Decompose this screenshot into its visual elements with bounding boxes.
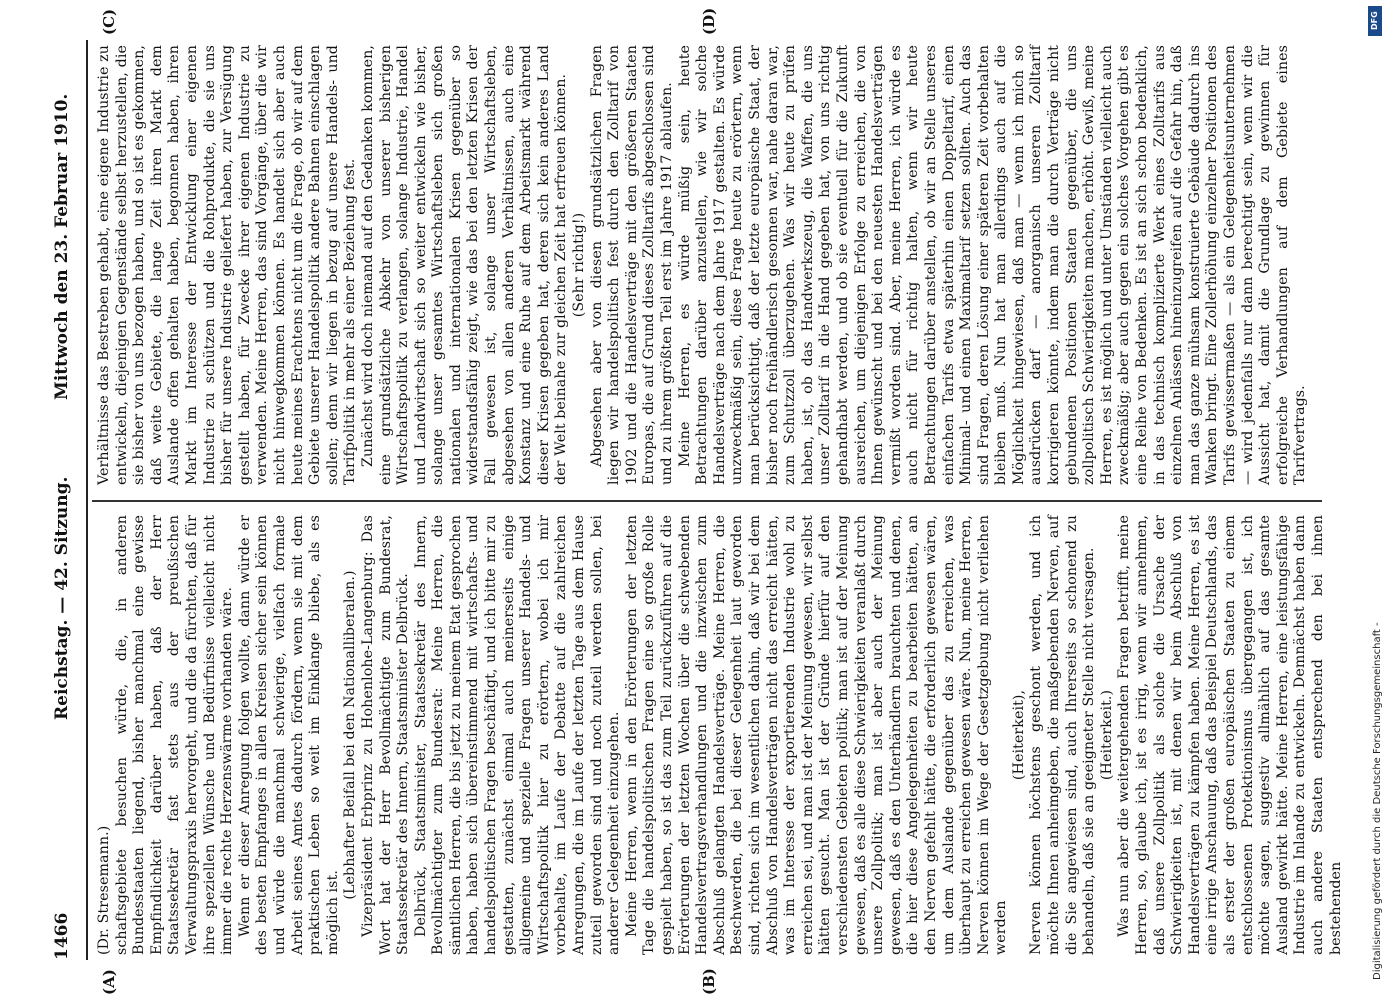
paragraph: (Lebhafter Beifall bei den Nationalliberalen.) [342,570,359,900]
paragraph: Nerven können höchstens geschont werden, und ich möchte Ihnen anheimgeben, die maßgebenden Nerven, auf die Sie angewiesen sind, auch Ihrerseits so schonend zu behandeln, daß sie an geeigneter Stelle nicht versagen. [1028,515,1098,955]
margin-marker-c: (C) [100,8,118,35]
paragraph: (Dr. Stresemann.) [96,825,112,955]
paragraph: Zunächst wird doch niemand auf den Gedanken kommen, eine grundsätzliche Abkehr von unserer bisherigen Wirtschaftspolitik zu verlangen, solange Industrie, Handel und Landwirtschaft sich so weiter entwickeln wie bisher, solange unser gesamtes Wirtschaftsleben sich großen nationalen und internationalen Krisen gegenüber so widerstandsfähig zeigt, wie das bei den letzten Krisen der Fall gewesen ist, solange unser Wirtschaftsleben, abgesehen von allen anderen Verhältnissen, auch eine Konstanz und eine Ruhe auf dem Arbeitsmarkt während dieser Krisen gegeben hat, deren sich kein anderes Land der Welt beinahe zur gleichen Zeit hat erfreuen können. [359,45,570,485]
page-number: 1466 [52,912,72,960]
margin-marker-d: (D) [700,7,718,35]
paragraph: Abgesehen aber von diesen grundsätzlichen Fragen liegen wir handelspolitisch fest durch den Zolltarif von 1902 und die Handelsverträge mit den größeren Staaten Europas, die auf Grund dieses Zolltarifs abgeschlossen sind und zu ihrem größten Teil erst im Jahre 1917 ablaufen. [588,45,675,485]
paragraph: Vizepräsident Erbprinz zu Hohenlohe-Langenburg: Das Wort hat der Herr Bevollmächtigte zum Bundesrat, Staatssekretär des Innern, Staatsminister Delbrück. [359,515,412,955]
page-header [50,30,80,960]
paragraph: (Heiterkeit.) [1098,689,1115,781]
paragraph: Was nun aber die weitergehenden Fragen betrifft, meine Herren, so, glaube ich, ist es irrig, wenn wir annehmen, daß unsere Zollpolitik als solche die Ursache der Schwierigkeiten ist, mit denen wir beim Abschluß von Handelsverträgen zu kämpfen haben. Meine Herren, es ist eine irrige Anschauung, daß das Beispiel Deutschlands, das als erster der großen europäischen Staaten zu einem entschlossenen Protektionismus übergegangen ist, ich möchte sagen, suggestiv allmählich auf das gesamte Ausland gewirkt hätte. Meine Herren, eine leistungsfähige Industrie im Inlande zu entwickeln. Demnächst haben dann auch andere Staaten entsprechend den bei ihnen bestehenden [1116,515,1344,955]
margin-marker-a: (A) [100,969,118,995]
header-rule [86,40,88,960]
header-date: Mittwoch den 23. Februar 1910. [52,93,72,400]
paragraph: schaftsgebiete besuchen würde, die, in anderen Bundesstaaten liegend, bisher manchmal eine gewisse Empfindlichkeit darüber haben, daß der Herr Staatssekretär fast stets aus der preußischen Verwaltungspraxis hervorgeht, und die da fürchten, daß für ihre speziellen Wünsche und Bedürfnisse vielleicht nicht immer die rechte Herzenswärme vorhanden wäre. [113,515,236,955]
dfg-logo: DFG [1368,6,1382,36]
paragraph: Delbrück, Staatsminister, Staatssekretär des Innern, Bevollmächtigter zum Bundesrat: Meine Herren, die sämtlichen Herren, die bis jetzt zu meinem Etat gesprochen haben, haben sich übereinstimmend mit wirtschafts- und handelspolitischen Fragen beschäftigt, und ich bitte mir zu gestatten, zunächst einmal auch meinerseits einige allgemeine und spezielle Fragen unserer Handels- und Wirtschaftspolitik hier zu erörtern, wobei ich mir vorbehalte, im Laufe der Debatte auf die zahlreichen Anregungen, die im Laufe der letzten Tage aus dem Hause zuteil geworden sind und noch zuteil werden sollen, bei anderer Gelegenheit einzugehen. [412,515,623,955]
margin-marker-b: (B) [700,968,718,995]
left-column [96,515,1344,955]
digitization-note-text: Digitalisierung gefördert durch die Deutsche Forschungsgemeinschaft - [1372,622,1383,980]
paragraph: Verhältnisse das Bestreben gehabt, eine eigene Industrie zu entwickeln, diejenigen Gegenstände selbst herzustellen, die sie bisher von uns bezogen haben, und so ist es gekommen, daß weite Gebiete, die lange Zeit ihren Markt dem Auslande offen gehalten haben, begonnen haben, ihren Markt im Interesse der Entwicklung einer eigenen Industrie zu schützen und die Rohprodukte, die sie uns bisher für unsere Industrie geliefert haben, zur Versügung gestellt haben, für Zwecke ihrer eigenen Industrie zu verwenden. Meine Herren, das sind Vorgänge, über die wir nicht hinwegkommen können. Es handelt sich aber auch heute meines Erachtens nicht um die Frage, ob wir auf dem Gebiete unserer Handelspolitik andere Bahnen einschlagen sollen; denn wir liegen in bezug auf unsere Handels- und Tarifpolitik in mehr als einer Beziehung fest. [96,45,359,485]
column-rule [92,500,1322,502]
paragraph: (Sehr richtig!) [571,212,588,318]
paragraph: Meine Herren, es würde müßig sein, heute Betrachtungen darüber anzustellen, wie wir solche Handelsverträge nach dem Jahre 1917 gestalten. Es würde unzweckmäßig sein, diese Frage heute zu erörtern, wenn man berücksichtigt, daß der letzte europäische Staat, der bisher noch freihändlerisch gesonnen war, nahe daran war, zum Schutzzoll überzugehen. Was wir heute zu prüfen haben, ist, ob das Handwerkszeug, die Waffen, die uns unser Zolltarif in die Hand gegeben hat, von uns richtig gehandhabt werden, und ob sie eventuell für die Zukunft ausreichen, um diejenigen Erfolge zu erreichen, die von Ihnen gewünscht und bei den neuesten Handelsverträgen vermißt worden sind. Aber, meine Herren, ich würde es auch nicht für richtig halten, wenn wir heute Betrachtungen darüber anstellen, ob wir an Stelle unseres einfachen Tarifs etwa späterhin einen Doppeltarif, einen Minimal- und einen Maximaltarif setzen sollten. Auch das sind Fragen, deren Lösung einer späteren Zeit vorbehalten bleiben muß. Nun hat man allerdings auch auf die Möglichkeit hingewiesen, daß man — wenn ich mich so ausdrücken darf — anorganisch unseren Zolltarif korrigieren könnte, indem man die durch Verträge nicht gebundenen Positionen Staaten gegenüber, die uns zollpolitisch Schwierigkeiten machen, erhöht. Gewiß, meine Herren, es ist möglich und unter Umständen vielleicht auch zweckmäßig; aber auch gegen ein solches Vorgehen gibt es eine Reihe von Bedenken. Es ist an sich schon bedenklich, in das technisch komplizierte Werk eines Zolltarifs aus einzelnen Anlässen hineinzugreifen auf die Gefahr hin, daß man das ganze mühsam konstruierte Gebäude dadurch ins Wanken bringt. Eine Zollerhöhung einzelner Positionen des Tarifs gewissermaßen — als ein Gelegenheitsunternehmen — wird jedenfalls nur dann berechtigt sein, wenn wir die Aussicht hat, damit die Grundlage zu gewinnen für erfolgreiche Verhandlungen auf dem Gebiete eines Tarifvertrags. [676,45,1309,485]
right-column [96,45,1316,485]
paragraph: Wenn er dieser Anregung folgen wollte, dann würde er des besten Empfanges in allen Kreisen sicher sein können und würde die manchmal schwierige, vielfach formale Arbeit seines Amtes dadurch fördern, wenn sie mit dem praktischen Leben so weit im Einklange bliebe, als es möglich ist. [236,515,341,955]
header-left-title: Reichstag. — 42. Sitzung. [52,476,72,720]
paragraph: Meine Herren, wenn in den Erörterungen der letzten Tage die handelspolitischen Fragen eine so große Rolle gespielt haben, so ist das zum Teil zurückzuführen auf die Erörterungen der letzten Wochen über die schwebenden Handelsvertragsverhandlungen und die inzwischen zum Abschluß gelangten Handelsverträge. Meine Herren, die Beschwerden, die bei dieser Gelegenheit laut geworden sind, richten sich im wesentlichen dahin, daß wir bei dem Abschluß von Handelsverträgen nicht das erreicht hätten, was im Interesse der exportierenden Industrie wohl zu erreichen sei, und man ist der Meinung gewesen, wir selbst hätten gesucht. Man ist der Gründe hierfür auf den verschiedensten Gebieten politik; man ist auf der Meinung gewesen, daß es alle diese Schwierigkeiten veranlaßt durch unsere Zollpolitik; man ist aber auch der Meinung gewesen, daß es den Unterhändlern brauchten und denen, die hier diese Angelegenheiten zu bearbeiten hätten, an den Nerven gefehlt hätte, die erforderlich gewesen wären, um dem Auslande gegenüber das zu erreichen, was überhaupt zu erreichen gewesen wäre. Nun, meine Herren, Nerven können im Wege der Gesetzgebung nicht verliehen werden [623,515,1010,955]
paragraph: (Heiterkeit), [1010,689,1027,781]
digitization-note [1372,10,1382,990]
